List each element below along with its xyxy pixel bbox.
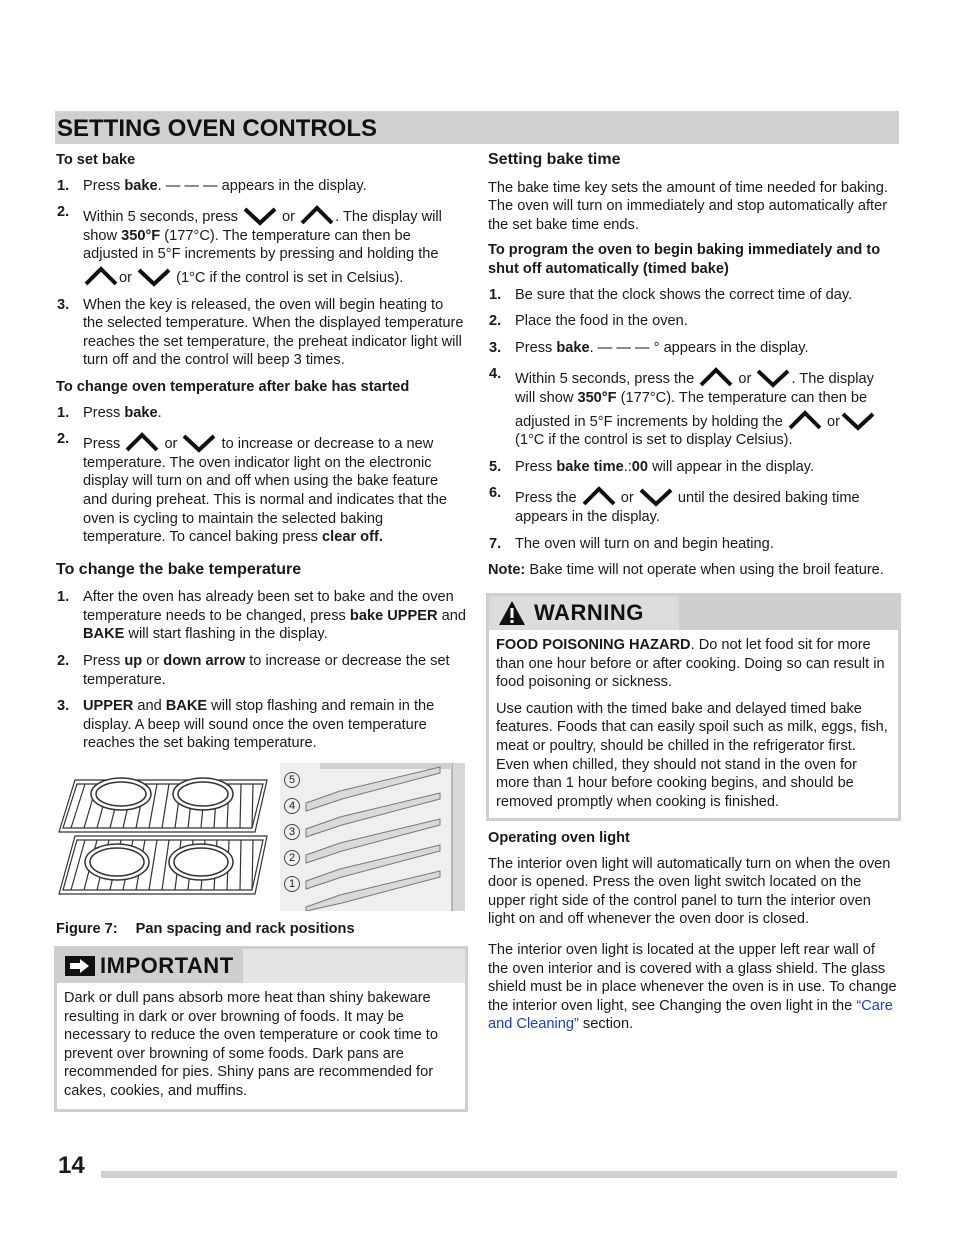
list-item: 2. Press or to increase or decrease to a new temperature. The oven indicator light on the electronic display will turn on and off when using the bake feature and during preheat. This is normal and indicates that the oven is cycling to maintain the selected baking temperature. To cancel baking press clear off. <box>57 431 447 546</box>
important-title: IMPORTANT <box>100 952 234 978</box>
change-temp-heading: To change the bake temperature <box>56 560 302 578</box>
down-arrow-icon <box>181 430 217 450</box>
list-item: 3. Press bake. — — — ° appears in the display. <box>489 339 809 356</box>
care-and-cleaning-link[interactable]: “Care and Cleaning” <box>488 997 893 1033</box>
down-arrow-icon <box>840 408 876 428</box>
right-column <box>488 151 898 580</box>
list-item: 2. Place the food in the oven. <box>489 313 688 330</box>
set-bake-list <box>56 177 466 370</box>
list-item: 4. Within 5 seconds, press the or . The display will show 350°F (177°C). The temperature can then be adjusted in 5°F increments by holding the or(1°C if the control is set to display Celsius). <box>488 365 898 449</box>
bake-time-list <box>488 286 898 554</box>
pan-spacing-illustration <box>55 770 271 900</box>
rack-number-labels <box>284 771 300 901</box>
list-item: 1. Press bake. — — — appears in the display. <box>57 177 367 194</box>
list-item: 5. Press bake time.:00 will appear in the display. <box>489 458 815 475</box>
footer-bar <box>101 1171 897 1178</box>
list-item: 1. After the oven has already been set to bake and the oven temperature needs to be changed, press bake UPPER and BAKE will start flashing in the display. <box>57 589 466 643</box>
down-arrow-icon <box>136 264 172 284</box>
warning-title: WARNING <box>534 599 644 625</box>
warning-header <box>489 596 898 630</box>
up-arrow-icon <box>787 408 823 428</box>
oven-light-paragraph-1: The interior oven light will automatically turn on when the oven door is opened. Press the oven light switch located on the upper right side of the control panel to turn the interior oven light on and off whenever the oven door is closed. <box>488 855 891 928</box>
up-arrow-icon <box>698 365 734 385</box>
rack-label-3: 3 <box>284 823 300 849</box>
down-arrow-icon <box>242 203 278 223</box>
bake-time-note: Note: Bake time will not operate when using the broil feature. <box>488 562 884 579</box>
rack-label-4: 4 <box>284 797 300 823</box>
important-box <box>54 946 468 1112</box>
oven-light-paragraph-2: The interior oven light is located at the upper left rear wall of the oven interior and is covered with a glass shield. The glass shield must be in place whenever the oven is in use. To change the interior oven light, see Changing the oven light in the “Care and Cleaning” section. <box>488 941 897 1033</box>
list-item: 2. Within 5 seconds, press or . The display will show 350°F (177°C). The temperature can then be adjusted in 5°F increments by pressing and holding the or (1°C if the control is set in Celsius). <box>57 204 442 286</box>
change-after-list <box>56 404 466 547</box>
down-arrow-icon <box>638 484 674 504</box>
list-item: 1. Be sure that the clock shows the correct time of day. <box>489 286 853 303</box>
figure-caption: Figure 7: Pan spacing and rack positions <box>56 921 355 937</box>
rack-label-5: 5 <box>284 771 300 797</box>
warning-paragraph-1: FOOD POISONING HAZARD. Do not let food sit for more than one hour before or after cooking. Doing so can result in food poisoning or sickness. <box>496 637 885 691</box>
list-item: 1. Press bake. <box>57 404 162 421</box>
page-number: 14 <box>58 1152 85 1179</box>
title-bar <box>55 111 899 144</box>
left-column <box>56 151 466 753</box>
important-arrow-icon <box>64 954 96 978</box>
rack-label-2: 2 <box>284 849 300 875</box>
warning-triangle-icon <box>498 600 526 626</box>
up-arrow-icon <box>299 203 335 223</box>
warning-paragraph-2: Use caution with the timed bake and delayed timed bake features. Foods that can easily spoil such as milk, eggs, fish, meat or poultry, should be chilled in the refrigerator first. Even when chilled, they should not stand in the oven for more than 1 hour before cooking begins, and should be removed promptly when cooking is finished. <box>496 700 888 810</box>
set-bake-heading: To set bake <box>56 152 136 168</box>
oven-light-heading: Operating oven light <box>488 830 630 846</box>
important-body: Dark or dull pans absorb more heat than shiny bakeware resulting in dark or over browning of foods. It may be necessary to reduce the oven temperature or cook time to prevent over browning of some foods. Dark pans are recommended for pies. Shiny pans are recommended for cakes, cookies, and muffins. <box>64 990 438 1099</box>
list-item: 2. Press up or down arrow to increase or decrease the set temperature. <box>57 653 450 688</box>
change-after-heading: To change oven temperature after bake has started <box>56 378 410 395</box>
list-item: 6. Press the or until the desired baking time appears in the display. <box>489 485 860 525</box>
up-arrow-icon <box>83 264 119 284</box>
rack-label-1: 1 <box>284 875 300 901</box>
bake-time-intro: The bake time key sets the amount of time needed for baking. The oven will turn on immediately and stop automatically after the set bake time ends. <box>488 179 888 233</box>
page-title: SETTING OVEN CONTROLS <box>57 115 378 142</box>
up-arrow-icon <box>124 430 160 450</box>
list-item: 3. When the key is released, the oven will begin heating to the selected temperature. When the displayed temperature reaches the set temperature, the preheat indicator light will turn off and the control will beep 3 times. <box>57 296 464 369</box>
oven-light-section <box>488 829 898 1034</box>
list-item: 3. UPPER and BAKE will stop flashing and remain in the display. A beep will sound once the oven temperature reaches the set baking temperature. <box>57 698 435 752</box>
list-item: 7. The oven will turn on and begin heating. <box>489 535 774 552</box>
warning-box <box>486 593 901 821</box>
up-arrow-icon <box>581 484 617 504</box>
down-arrow-icon <box>755 365 791 385</box>
bake-time-heading: Setting bake time <box>488 151 621 168</box>
important-header <box>57 949 465 983</box>
change-temp-list <box>56 588 466 753</box>
rack-positions-illustration <box>280 763 465 911</box>
timed-bake-subheading: To program the oven to begin baking immediately and to shut off automatically (timed bake) <box>488 242 881 277</box>
